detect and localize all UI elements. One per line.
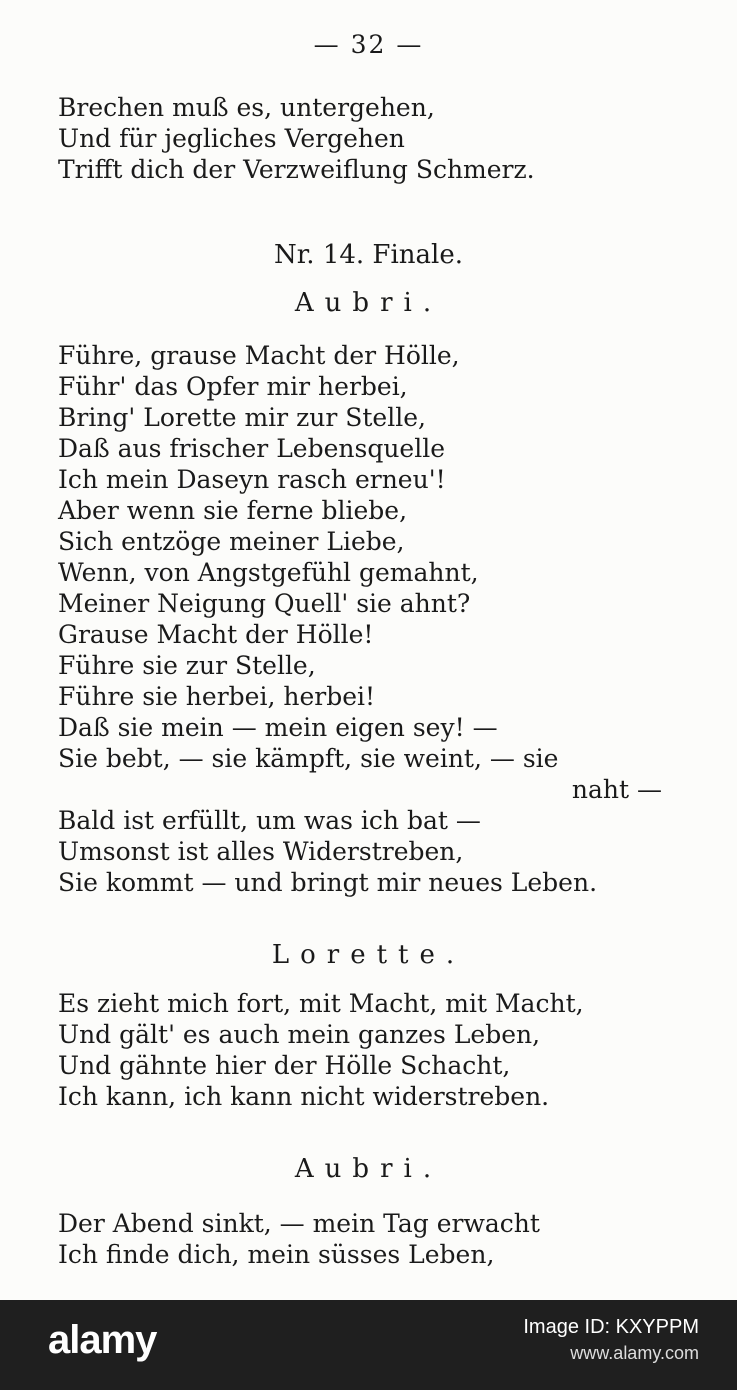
- image-id-block: [523, 1314, 699, 1366]
- verse-line: Ich finde dich, mein süsses Leben,: [58, 1240, 495, 1269]
- verse-line: Sie bebt, — sie kämpft, sie weint, — sie: [58, 744, 559, 773]
- image-id: Image ID: KXYPPM: [523, 1316, 699, 1338]
- verse-line: Und gält' es auch mein ganzes Leben,: [58, 1020, 541, 1049]
- stanza-2: [58, 340, 662, 898]
- verse-line: Bring' Lorette mir zur Stelle,: [58, 403, 426, 432]
- verse-line: Führe sie zur Stelle,: [58, 651, 316, 680]
- verse-line-wrap: naht —: [571, 775, 662, 804]
- site-url: www.alamy.com: [570, 1343, 699, 1363]
- verse-line: Führe, grause Macht der Hölle,: [58, 341, 460, 370]
- watermark-banner: [0, 1300, 737, 1390]
- stanza-3: [58, 988, 584, 1112]
- verse-line: Trifft dich der Verzweiflung Schmerz.: [58, 155, 535, 184]
- verse-line: Und gähnte hier der Hölle Schacht,: [58, 1051, 511, 1080]
- verse-line: Bald ist erfüllt, um was ich bat —: [58, 806, 481, 835]
- verse-line: Brechen muß es, untergehen,: [58, 93, 435, 122]
- verse-line: Sich entzöge meiner Liebe,: [58, 527, 405, 556]
- verse-line: Und für jegliches Vergehen: [58, 124, 405, 153]
- verse-line: Führe sie herbei, herbei!: [58, 682, 376, 711]
- verse-line: Sie kommt — und bringt mir neues Leben.: [58, 868, 598, 897]
- verse-line: Meiner Neigung Quell' sie ahnt?: [58, 589, 471, 618]
- page-number: — 32 —: [313, 30, 424, 59]
- speaker-heading: Aubri.: [294, 288, 443, 318]
- verse-line: Ich kann, ich kann nicht widerstreben.: [58, 1082, 550, 1111]
- verse-line: Aber wenn sie ferne bliebe,: [58, 496, 408, 525]
- speaker-heading: Lorette.: [271, 940, 466, 970]
- verse-line: Führ' das Opfer mir herbei,: [58, 372, 408, 401]
- verse-line: Grause Macht der Hölle!: [58, 620, 374, 649]
- alamy-logo: alamy: [48, 1318, 157, 1362]
- verse-line: Umsonst ist alles Widerstreben,: [58, 837, 464, 866]
- stanza-4: [58, 1208, 540, 1270]
- stanza-1: [58, 92, 535, 185]
- speaker-heading: Aubri.: [294, 1154, 443, 1184]
- verse-line: Der Abend sinkt, — mein Tag erwacht: [58, 1209, 540, 1238]
- verse-line: Daß aus frischer Lebensquelle: [58, 434, 446, 463]
- section-title: Nr. 14. Finale.: [273, 240, 464, 270]
- verse-line: Wenn, von Angstgefühl gemahnt,: [58, 558, 479, 587]
- verse-line: Es zieht mich fort, mit Macht, mit Macht,: [58, 989, 584, 1018]
- verse-line: Daß sie mein — mein eigen sey! —: [58, 713, 498, 742]
- verse-line: Ich mein Daseyn rasch erneu'!: [58, 465, 446, 494]
